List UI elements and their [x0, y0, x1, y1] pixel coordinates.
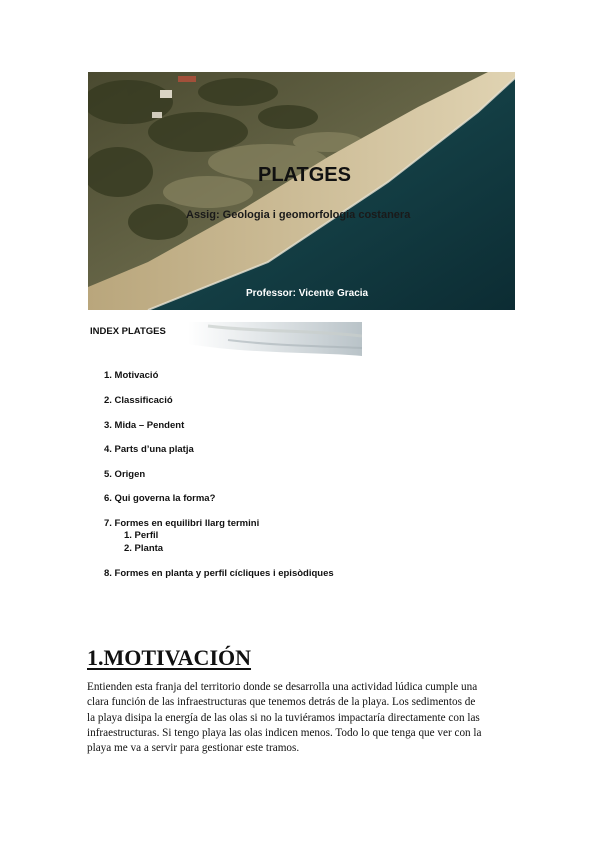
index-subitem: 1. Perfil: [124, 530, 159, 541]
cover-title: PLATGES: [258, 164, 351, 186]
index-item: 3. Mida – Pendent: [104, 420, 185, 431]
index-item: 2. Classificació: [104, 395, 173, 406]
index-item: 4. Parts d’una platja: [104, 444, 194, 455]
index-subitem: 2. Planta: [124, 543, 164, 554]
body-line: Entienden esta franja del territorio donde se desarrolla una actividad lúdica cumple una: [87, 681, 478, 693]
index-item: 7. Formes en equilibri llarg termini: [104, 518, 260, 529]
body-line: infraestructuras. Si tengo playa las olas indicen menos. Todo lo que tenga que ver con la: [87, 726, 482, 739]
index-item: 5. Origen: [104, 469, 146, 480]
section-title: 1.MOTIVACIÓN: [87, 645, 252, 670]
section-body: [87, 680, 517, 756]
body-line: la playa disipa la energía de las olas si no la tuviéramos impactaría directamente con las: [87, 711, 480, 724]
index-item: 8. Formes en planta y perfil cícliques i episòdiques: [104, 568, 334, 579]
index-item: 1. Motivació: [104, 370, 159, 381]
cover-subtitle: Assig: Geologia i geomorfologia costanera: [186, 209, 411, 221]
cover-professor: Professor: Vicente Gracia: [246, 288, 369, 299]
cover-photo: [88, 72, 515, 310]
body-line: clara función de las infraestructuras que tenemos detrás de la playa. Los sedimentos de: [87, 696, 476, 709]
index-heading: INDEX PLATGES: [90, 326, 166, 337]
index-item: 6. Qui governa la forma?: [104, 493, 216, 504]
body-line: playa me va a servir para gestionar este tramos.: [87, 742, 300, 755]
aerial-beach-image: [88, 72, 515, 310]
index-banner: [88, 322, 362, 360]
